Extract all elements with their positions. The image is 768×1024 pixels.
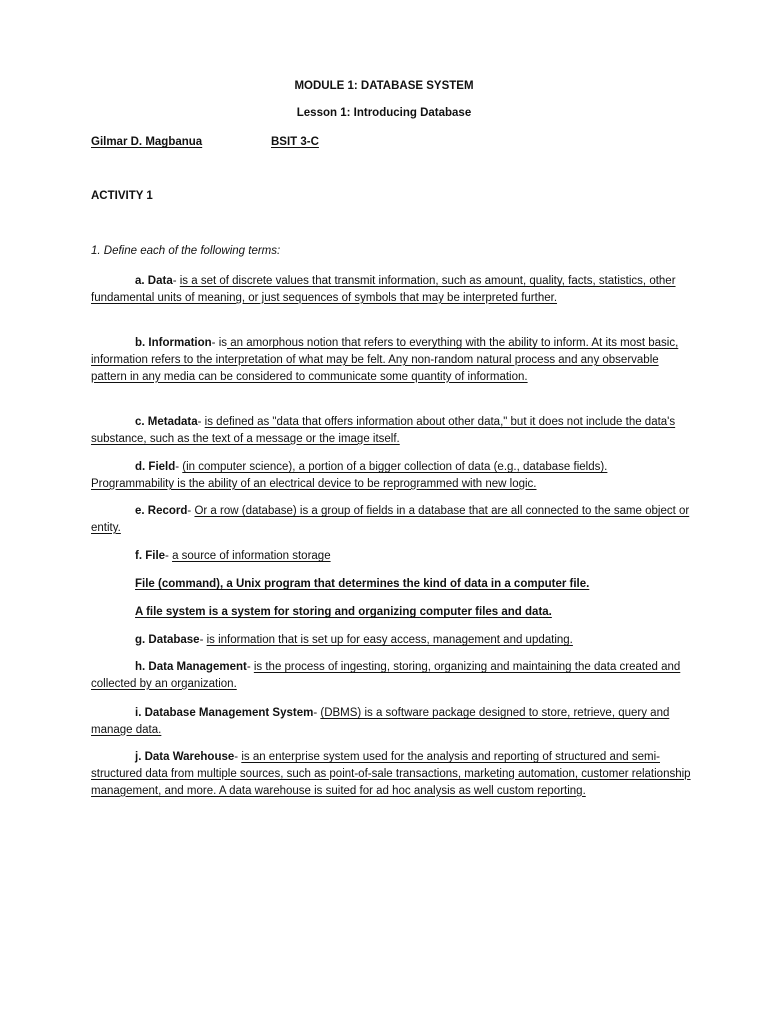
term-separator: - — [246, 661, 254, 673]
term-file — [91, 548, 691, 565]
file-extra-1 — [91, 576, 691, 593]
term-label: a. Data — [135, 275, 173, 287]
term-definition: is a set of discrete values that transmit information, such as amount, quality, facts, statistics, other fundamental units of meaning, or just sequences of symbols that may be interpreted further. — [91, 275, 676, 304]
term-definition: is the process of ingesting, storing, organizing and maintaining the data created and collected by an organization. — [91, 661, 681, 690]
term-label: e. Record — [135, 505, 188, 517]
term-definition: (DBMS) is a software package designed to store, retrieve, query and manage data. — [91, 707, 670, 736]
term-definition: (in computer science), a portion of a bigger collection of data (e.g., database fields). Programmability is the ability of an electrical device to be reprogrammed with new logic. — [91, 461, 608, 490]
section-label: BSIT 3-C — [271, 136, 319, 148]
term-separator: - — [197, 416, 205, 428]
term-separator: - — [172, 275, 180, 287]
activity-heading: ACTIVITY 1 — [91, 190, 153, 202]
term-metadata — [91, 414, 691, 448]
term-definition: a source of information storage — [172, 550, 331, 562]
term-information — [91, 335, 691, 385]
module-title: MODULE 1: DATABASE SYSTEM — [294, 80, 474, 92]
term-label: h. Data Management — [135, 661, 247, 673]
term-definition: is defined as "data that offers information about other data," but it does not include the data's substance, such as the text of a message or the image itself. — [91, 416, 676, 445]
file-extra-2 — [91, 604, 691, 621]
term-separator: - — [234, 751, 242, 763]
term-definition: is an enterprise system used for the analysis and reporting of structured and semi-structured data from multiple sources, such as point-of-sale transactions, marketing automation, customer relationship management, and more. A data warehouse is suited for ad hoc analysis as well custom reporting. — [91, 751, 691, 797]
term-separator: - — [165, 550, 173, 562]
term-label: i. Database Management System — [135, 707, 314, 719]
term-separator: - — [313, 707, 321, 719]
instruction-text: 1. Define each of the following terms: — [91, 245, 281, 257]
term-separator: - — [199, 634, 207, 646]
term-data — [91, 273, 691, 307]
term-separator: - — [187, 505, 195, 517]
term-label: j. Data Warehouse — [135, 751, 235, 763]
term-record — [91, 503, 691, 537]
term-data-management — [91, 659, 691, 693]
term-definition: Or a row (database) is a group of fields in a database that are all connected to the same object or entity. — [91, 505, 690, 534]
term-definition: an amorphous notion that refers to everything with the ability to inform. At its most basic, information refers to the interpretation of what may be felt. Any non-random natural process and any observable pattern in any media can be considered to communicate some quantity of information. — [91, 337, 679, 383]
term-label: f. File — [135, 550, 166, 562]
term-separator: - is — [211, 337, 228, 349]
lesson-title: Lesson 1: Introducing Database — [296, 107, 472, 119]
author-name: Gilmar D. Magbanua — [91, 136, 203, 148]
term-label: b. Information — [135, 337, 212, 349]
term-field — [91, 459, 691, 493]
file-system-text: A file system is a system for storing and organizing computer files and data. — [135, 606, 552, 618]
term-database — [91, 632, 691, 649]
term-label: c. Metadata — [135, 416, 198, 428]
file-command-text: File (command), a Unix program that determines the kind of data in a computer file. — [135, 578, 590, 590]
term-label: g. Database — [135, 634, 200, 646]
term-separator: - — [175, 461, 183, 473]
term-definition: is information that is set up for easy access, management and updating. — [206, 634, 573, 646]
term-label: d. Field — [135, 461, 176, 473]
term-dbms — [91, 705, 691, 739]
term-data-warehouse — [91, 749, 691, 799]
